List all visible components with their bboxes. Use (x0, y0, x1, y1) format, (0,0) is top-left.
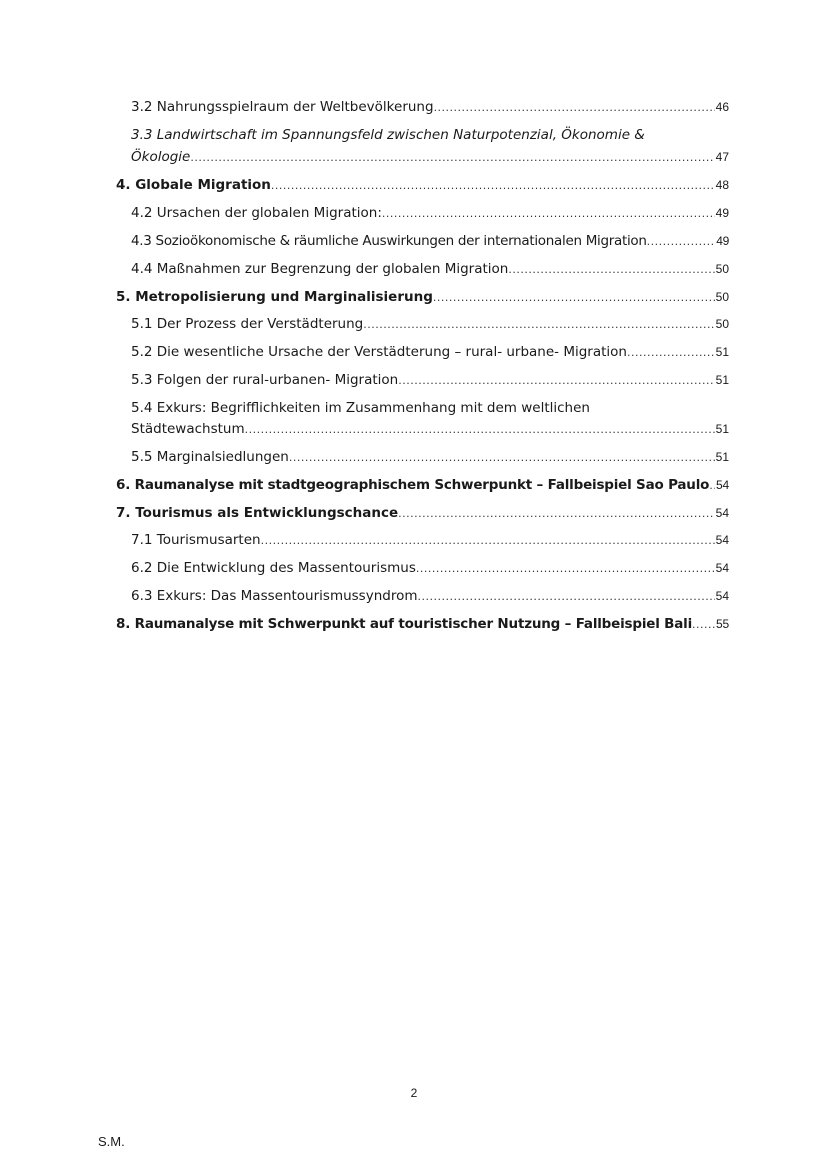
toc-page-number: 51 (715, 450, 729, 464)
toc-entry[interactable] (131, 261, 729, 278)
toc-page-number: 51 (715, 422, 729, 436)
toc-page-number: 47 (715, 150, 729, 164)
toc-page-number: 54 (715, 506, 729, 520)
toc-entry-title: 5.2 Die wesentliche Ursache der Verstädterung – rural- urbane- Migration (131, 344, 627, 360)
toc-entry-title: 4. Globale Migration (116, 177, 271, 193)
author-initials: S.M. (98, 1134, 125, 1149)
toc-entry-title: Ökologie (131, 149, 191, 165)
toc-leader-dots (508, 261, 714, 278)
toc-entry[interactable] (131, 344, 729, 361)
toc-entry-title: 6.2 Die Entwicklung des Massentourismus (131, 560, 416, 576)
toc-page-number: 50 (715, 290, 729, 304)
toc-page-number: 46 (715, 100, 729, 114)
toc-leader-dots (692, 616, 715, 633)
toc-entry[interactable] (131, 560, 729, 577)
toc-leader-dots (261, 532, 715, 549)
toc-page-number: 48 (715, 178, 729, 192)
toc-entry[interactable] (116, 477, 729, 494)
toc-page-number: 51 (715, 373, 729, 387)
toc-entry-title: 8. Raumanalyse mit Schwerpunkt auf touristischer Nutzung – Fallbeispiel Bali (116, 616, 692, 632)
toc-entry-title: 7.1 Tourismusarten (131, 532, 261, 548)
toc-leader-dots (271, 177, 715, 194)
toc-leader-dots (627, 344, 715, 361)
toc-entry-title: 5.1 Der Prozess der Verstädterung (131, 316, 364, 332)
toc-page-number: 49 (716, 234, 729, 248)
toc-entry[interactable] (131, 588, 729, 605)
toc-entry-title: 4.2 Ursachen der globalen Migration: (131, 205, 382, 221)
toc-page-number: 54 (715, 589, 729, 603)
toc-entry-title: 5.3 Folgen der rural-urbanen- Migration (131, 372, 399, 388)
toc-leader-dots (363, 316, 714, 333)
toc-entry[interactable] (131, 449, 729, 466)
toc-entry-title: 5. Metropolisierung und Marginalisierung (116, 289, 433, 305)
toc-page-number: 50 (715, 317, 729, 331)
toc-leader-dots (398, 372, 714, 389)
toc-leader-dots (382, 205, 715, 222)
toc-entry-title: 5.5 Marginalsiedlungen (131, 449, 289, 465)
toc-entry[interactable] (131, 99, 729, 116)
page-number: 2 (410, 1086, 418, 1100)
toc-leader-dots (433, 289, 715, 306)
toc-entry-title: 4.4 Maßnahmen zur Begrenzung der globalen Migration (131, 261, 509, 277)
toc-leader-dots (190, 149, 714, 166)
toc-entry[interactable] (131, 372, 729, 389)
toc-entry[interactable] (116, 505, 729, 522)
toc-entry[interactable] (131, 233, 729, 250)
toc-entry[interactable] (116, 289, 729, 306)
toc-leader-dots (416, 560, 715, 577)
toc-page-number: 51 (715, 345, 729, 359)
toc-page-number: 50 (715, 262, 729, 276)
toc-entry-title: 3.2 Nahrungsspielraum der Weltbevölkerung (131, 99, 434, 115)
toc-entry[interactable] (116, 616, 729, 633)
toc-leader-dots (647, 233, 716, 250)
toc-leader-dots (398, 505, 715, 522)
toc-entry-title: 6.3 Exkurs: Das Massentourismussyndrom (131, 588, 418, 604)
toc-leader-dots (418, 588, 715, 605)
toc-page-number: 54 (715, 561, 729, 575)
toc-entry-title: Städtewachstum (131, 421, 245, 437)
toc-entry-title: 7. Tourismus als Entwicklungschance (116, 505, 399, 521)
toc-page-number: 54 (716, 478, 729, 492)
toc-leader-dots (289, 449, 715, 466)
toc-entry-title: 4.3 Sozioökonomische & räumliche Auswirkungen der internationalen Migration (131, 233, 647, 249)
toc-entry[interactable] (131, 149, 729, 166)
toc-entry[interactable] (131, 421, 729, 438)
toc-entry[interactable] (131, 205, 729, 222)
toc-entry-title-line: 5.4 Exkurs: Begrifflichkeiten im Zusammenhang mit dem weltlichen (131, 400, 590, 416)
toc-page-number: 55 (716, 617, 729, 631)
toc-entry[interactable] (131, 532, 729, 549)
toc-entry-title-line: 3.3 Landwirtschaft im Spannungsfeld zwischen Naturpotenzial, Ökonomie & (131, 127, 645, 143)
toc-entry-title: 6. Raumanalyse mit stadtgeographischem Schwerpunkt – Fallbeispiel Sao Paulo (116, 477, 710, 493)
toc-page-number: 49 (715, 206, 729, 220)
toc-entry[interactable] (116, 177, 729, 194)
toc-entry[interactable] (131, 316, 729, 333)
toc-leader-dots (245, 421, 715, 438)
toc-page-number: 54 (715, 533, 729, 547)
toc-leader-dots (434, 99, 715, 116)
